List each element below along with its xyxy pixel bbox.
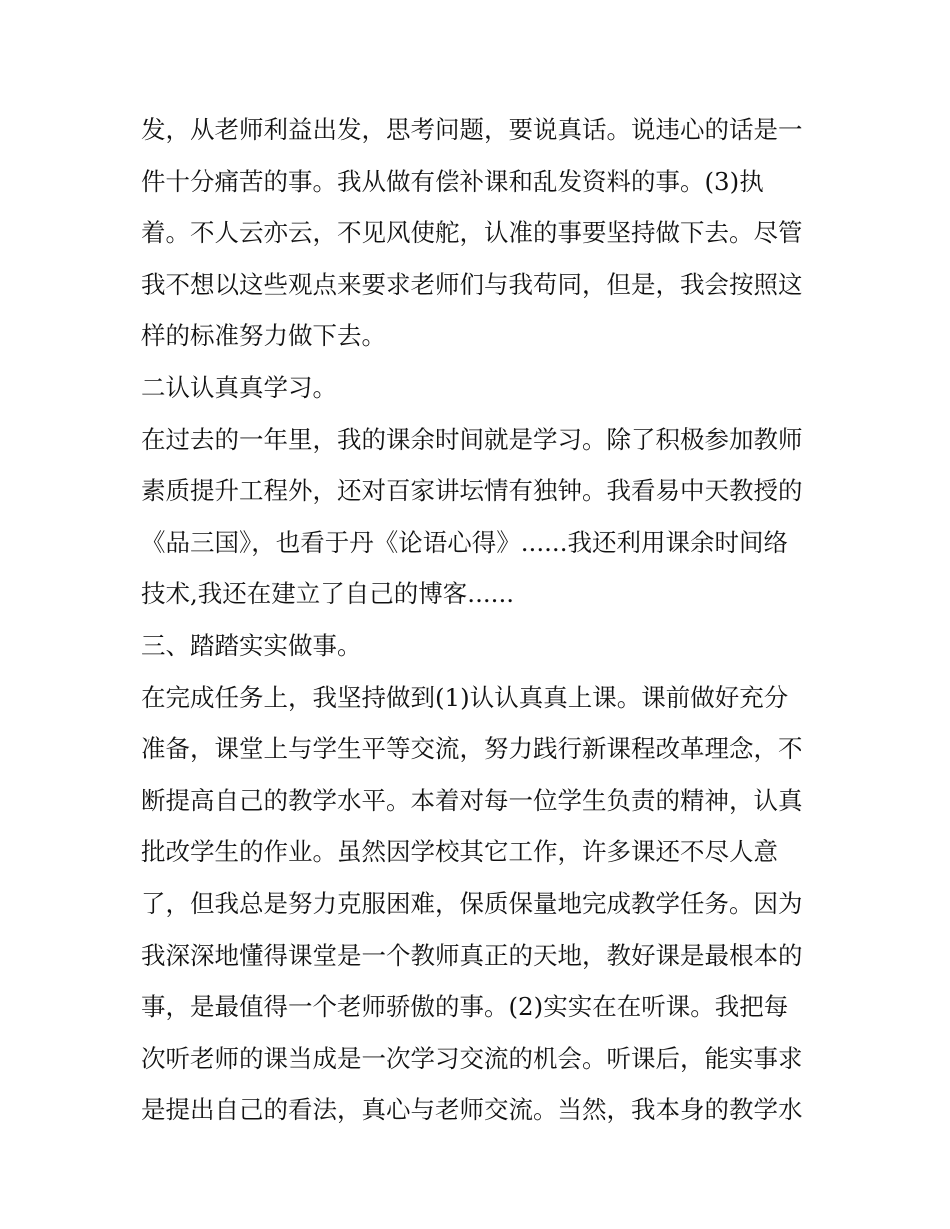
text-line: 在完成任务上，我坚持做到(1)认认真真上课。课前做好充分 [141, 682, 789, 712]
text-line: 是提出自己的看法，真心与老师交流。当然，我本身的教学水 [141, 1095, 803, 1125]
text-line: 事，是最值得一个老师骄傲的事。(2)实实在在听课。我把每 [141, 992, 789, 1022]
section-heading-work: 三、踏踏实实做事。 [141, 630, 362, 660]
text-line: 《品三国》，也看于丹《论语心得》......我还利用课余时间络 [141, 527, 788, 557]
body-text [141, 104, 821, 1136]
text-line: 在过去的一年里，我的课余时间就是学习。除了积极参加教师 [141, 424, 803, 454]
text-line: 我不想以这些观点来要求老师们与我苟同，但是，我会按照这 [141, 269, 803, 299]
text-line: 了，但我总是努力克服困难，保质保量地完成教学任务。因为 [141, 888, 803, 918]
section-heading-study: 二认认真真学习。 [141, 372, 337, 402]
text-line: 批改学生的作业。虽然因学校其它工作，许多课还不尽人意 [141, 837, 778, 867]
text-line: 我深深地懂得课堂是一个教师真正的天地，教好课是最根本的 [141, 940, 803, 970]
text-line: 断提高自己的教学水平。本着对每一位学生负责的精神，认真 [141, 785, 803, 815]
text-line: 次听老师的课当成是一次学习交流的机会。听课后，能实事求 [141, 1043, 803, 1073]
text-line: 件十分痛苦的事。我从做有偿补课和乱发资料的事。(3)执 [141, 166, 764, 196]
text-line: 素质提升工程外，还对百家讲坛情有独钟。我看易中天教授的 [141, 476, 803, 506]
text-line: 准备，课堂上与学生平等交流，努力践行新课程改革理念，不 [141, 734, 803, 764]
text-line: 样的标准努力做下去。 [141, 321, 386, 351]
text-line: 发，从老师利益出发，思考问题，要说真话。说违心的话是一 [141, 115, 803, 144]
text-line: 技术,我还在建立了自己的博客...... [141, 579, 515, 609]
text-line: 着。不人云亦云，不见风使舵，认准的事要坚持做下去。尽管 [141, 218, 803, 248]
